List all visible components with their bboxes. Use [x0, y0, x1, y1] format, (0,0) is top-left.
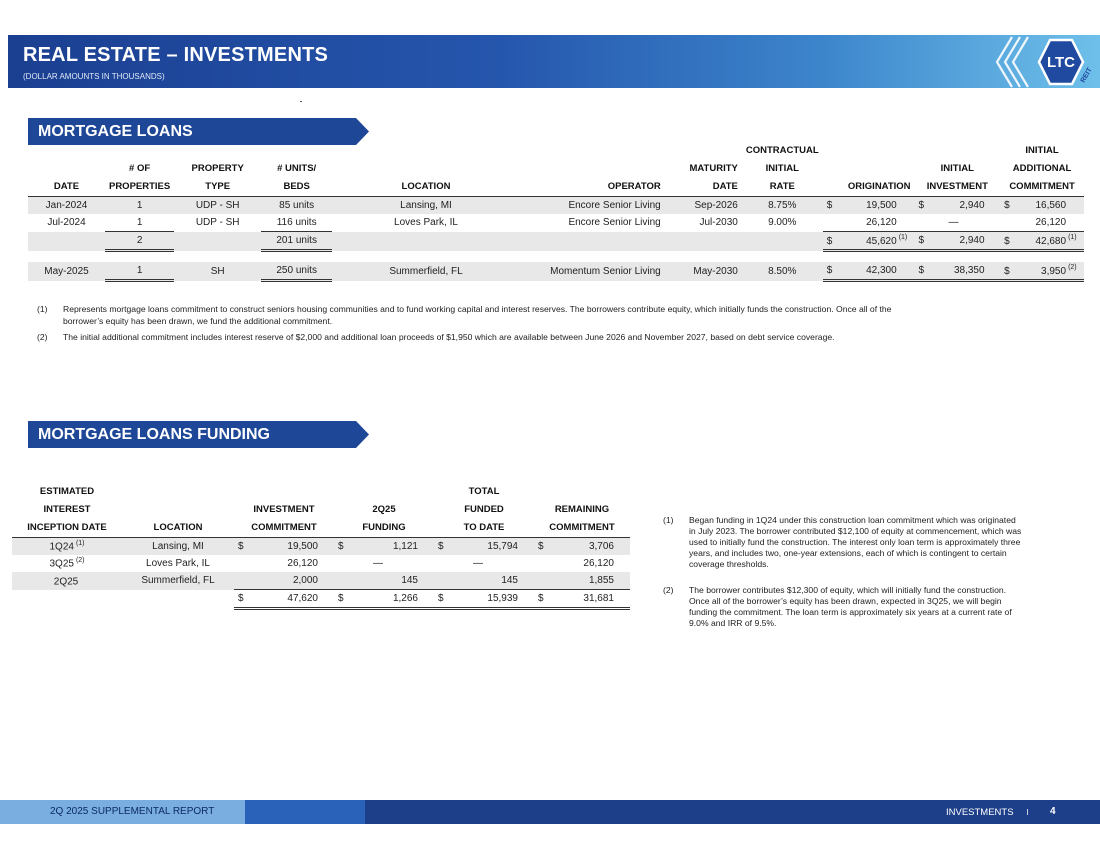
col-type-h1: PROPERTY	[191, 163, 244, 174]
page-title: REAL ESTATE – INVESTMENTS	[23, 44, 329, 66]
col-props-h2: PROPERTIES	[105, 178, 174, 197]
table-row: Jul-2024 1 UDP - SH 116 units Loves Park, IL Encore Senior Living Jul-2030 9.00% 26,120 — 26,120	[47, 217, 1067, 229]
table-row: Jan-2024 1 UDP - SH 85 units Lansing, MI Encore Senior Living Sep-2026 8.75% $ 19,500 $ 2,940 $ 16,560	[28, 197, 1084, 215]
footer-mid-bar	[245, 800, 365, 824]
table-row: 2Q25 Summerfield, FL 2,000 145 145 1,855	[12, 572, 630, 590]
footer-report-title: 2Q 2025 SUPPLEMENTAL REPORT	[50, 806, 215, 817]
page-number: 4	[1050, 806, 1056, 817]
col-units-h2: BEDS	[261, 178, 332, 197]
mortgage-funding-banner	[28, 421, 368, 448]
funding-footnote-1: (1) Began funding in 1Q24 under this construction loan commitment which was originated in July 2023. The borrower contributed $12,100 of equity at commencement, which was used to initially fund the construction. The interest only loan term is approximately three years, and includes two, one-year extensions, each of which is contingent to certain coverage thresholds.	[663, 515, 1022, 569]
logo-text: LTC	[1046, 54, 1076, 71]
ltc-reit-logo	[992, 37, 1092, 87]
funding-table: ESTIMATED TOTAL INTEREST INVESTMENT 2Q25 FUNDED REMAINING INCEPTION DATE LOCATION COMMITMENT FUNDING TO DATE COMMITMENT 1Q24 $^{(1)}$ Lansing, MI $ 19,500 $ 1,121 $ 15,794 $ 3,706 3Q25 $^{(2)}$ Loves Park, IL 26,120 — — 26,120 2Q25 Summerfield, FL 2,000 145 145 1,855 $ 47,620 $ 1,266 $ 15,939 $ 31,681	[12, 483, 630, 610]
mortgage-loans-title: MORTGAGE LOANS	[38, 123, 193, 140]
col-location-header: LOCATION	[122, 519, 234, 538]
col-invest-h1: INITIAL	[940, 163, 974, 174]
funding-footnote-2: (2) The borrower contributes $12,300 of equity, which will initially fund the construction. Once all of the borrower’s equity has been drawn, expected in 3Q25, we will begin funding the commitment. The loan term is approximately six years at a current rate of 9.0% and IRR of 9.5%.	[663, 585, 1012, 628]
col-origination-header: ORIGINATION	[823, 178, 915, 197]
col-maturity-h1: MATURITY	[689, 163, 738, 174]
col-commit-h2: ADDITIONAL	[1012, 163, 1072, 174]
col-location-header: LOCATION	[332, 178, 520, 197]
col-commit-h3: COMMITMENT	[1000, 178, 1084, 197]
footer-section-label: INVESTMENTS I	[946, 807, 1029, 818]
col-commit-h1: INITIAL	[1025, 145, 1059, 156]
table-row: May-2025 1 SH 250 units Summerfield, FL Momentum Senior Living May-2030 8.50% $ 42,300 $ 38,350 $ 3,950 $^{(2)}$	[28, 262, 1084, 281]
mortgage-funding-title: MORTGAGE LOANS FUNDING	[38, 426, 270, 443]
col-maturity-h2: DATE	[665, 178, 742, 197]
mortgage-loans-banner	[28, 118, 368, 145]
col-type-h2: TYPE	[174, 178, 261, 197]
col-operator-header: OPERATOR	[520, 178, 665, 197]
logo-sub-text: REIT	[1079, 66, 1094, 84]
col-rate-h1: CONTRACTUAL	[745, 145, 819, 156]
mortgage-footnote-1: (1) Represents mortgage loans commitment to construct seniors housing communities and to fund working capital and interest reserves. The borrowers contribute equity, which initially funds the construction. Once all of the borrower’s equity has been drawn, we fund the additional commitment.	[37, 304, 892, 326]
table-row: 3Q25 $^{(2)}$ Loves Park, IL 26,120 — — 26,120	[49, 557, 614, 570]
footer-separator: I	[1026, 808, 1029, 817]
mortgage-loans-table	[28, 142, 1084, 282]
dot-mark	[300, 101, 302, 102]
col-date-header: DATE	[28, 178, 105, 197]
col-rate-h2: INITIAL	[765, 163, 799, 174]
col-rate-h3: RATE	[742, 178, 823, 197]
col-props-h1: # OF	[129, 163, 151, 174]
col-inception-header: INCEPTION DATE	[12, 519, 122, 538]
header-bar	[8, 35, 1100, 88]
mortgage-footnote-2: (2) The initial additional commitment includes interest reserve of $2,000 and additional loan proceeds of $1,950 which are available between June 2026 and November 2027, based on debt service coverage.	[37, 332, 835, 342]
page-subtitle: (DOLLAR AMOUNTS IN THOUSANDS)	[23, 72, 165, 81]
total-row: 2 201 units $ 45,620 $^{(1)}$ $ 2,940 $ 42,680 $^{(1)}$	[28, 232, 1084, 251]
col-invest-h2: INVESTMENT	[915, 178, 1001, 197]
col-units-h1: # UNITS/	[277, 163, 317, 174]
table-row: 1Q24 $^{(1)}$ Lansing, MI $ 19,500 $ 1,121 $ 15,794 $ 3,706	[12, 538, 630, 556]
total-row: $ 47,620 $ 1,266 $ 15,939 $ 31,681	[12, 590, 630, 609]
